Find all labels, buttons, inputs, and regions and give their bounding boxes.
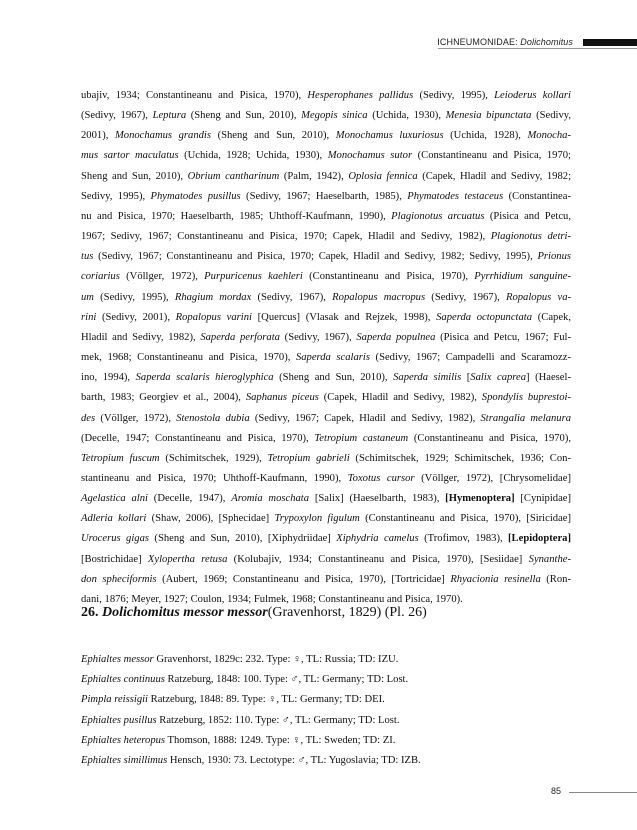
synonym-list: [81, 650, 571, 771]
body-line: Sheng and Sun, 2010), Obrium cantharinum (Palm, 1942), Oplosia fennica (Capek, Hladil and Sedivy, 1982;: [81, 170, 572, 182]
synonym-reference: Gravenhorst, 1829c: 232. Type: ♀, TL: Russia; TD: IZU.: [153, 654, 399, 665]
body-line: (Sedivy, 1967), Leptura (Sheng and Sun, 2010), Megopis sinica (Uchida, 1930), Menesia bipunctata (Sedivy,: [81, 110, 572, 122]
species-plate: (Pl. 26): [384, 605, 427, 620]
synonym-name: Ephialtes simillimus: [81, 755, 168, 767]
body-line: nu and Pisica, 1970; Haeselbarth, 1985; Uhthoff-Kaufmann, 1990), Plagionotus arcuatus (Pisica and Petcu,: [81, 210, 571, 222]
species-heading: [81, 605, 427, 621]
body-line: 1967; Sedivy, 1967; Constantineanu and Pisica, 1970; Capek, Hladil and Sedivy, 1982), Plagionotus detri-: [81, 231, 571, 243]
body-line: [Bostrichidae] Xylopertha retusa (Kolubajiv, 1934; Constantineanu and Pisica, 1970), [Sesiidae] Synanthe-: [81, 553, 572, 565]
header-bar: [583, 39, 637, 46]
body-line: Sedivy, 1995), Phymatodes pusillus (Sedivy, 1967; Haeselbarth, 1985), Phymatodes testaceus (Constantinea-: [81, 190, 571, 202]
body-line: Adleria kollari (Shaw, 2006), [Sphecidae] Trypoxylon figulum (Constantineanu and Pisica, 1970), [Siricidae]: [81, 513, 571, 525]
page-number: 85: [551, 786, 562, 796]
body-line: Tetropium fuscum (Schimitschek, 1929), Tetropium gabrieli (Schimitschek, 1929; Schimitschek, 1936; Con-: [81, 452, 571, 464]
header-family: ICHNEUMONIDAE:: [437, 37, 518, 47]
header-rule: [438, 48, 637, 49]
synonym-entry: [81, 751, 571, 771]
synonym-name: Ephialtes continuus: [81, 674, 165, 686]
body-line: um (Sedivy, 1995), Rhagium mordax (Sedivy, 1967), Ropalopus macropus (Sedivy, 1967), Ropalopus va-: [81, 291, 572, 303]
synonym-name: Ephialtes pusillus: [81, 714, 157, 726]
synonym-entry: [81, 731, 571, 751]
body-line: ino, 1994), Saperda scalaris hieroglyphica (Sheng and Sun, 2010), Saperda similis [Salix caprea] (Haesel-: [81, 372, 571, 384]
synonym-entry: [81, 670, 571, 690]
body-line: tus (Sedivy, 1967; Constantineanu and Pisica, 1970; Capek, Hladil and Sedivy, 1982; Sedivy, 1995), Prionus: [81, 251, 571, 263]
synonym-name: Pimpla reissigii: [81, 694, 148, 706]
body-line: rini (Sedivy, 2001), Ropalopus varini [Quercus] (Vlasak and Rejzek, 1998), Saperda octopunctata (Capek,: [81, 311, 571, 323]
body-line: des (Völlger, 1972), Stenostola dubia (Sedivy, 1967; Capek, Hladil and Sedivy, 1982), Strangalia melanura: [81, 412, 571, 424]
body-line: Hladil and Sedivy, 1982), Saperda perforata (Sedivy, 1967), Saperda populnea (Pisica and Petcu, 1967; Ful-: [81, 331, 571, 343]
synonym-entry: [81, 711, 571, 731]
body-line: (Decelle, 1947; Constantineanu and Pisica, 1970), Tetropium castaneum (Constantineanu and Pisica, 1970),: [81, 432, 572, 444]
body-line: mus sartor maculatus (Uchida, 1928; Uchida, 1930), Monochamus sutor (Constantineanu and Pisica, 1970;: [81, 150, 571, 162]
synonym-reference: Ratzeburg, 1852: 110. Type: ♂, TL: Germany; TD: Lost.: [156, 714, 400, 726]
synonym-reference: Ratzeburg, 1848: 100. Type: ♂, TL: Germany; TD: Lost.: [164, 674, 409, 686]
synonym-entry: [81, 690, 571, 710]
body-line: mek, 1968; Constantineanu and Pisica, 1970), Saperda scalaris (Sedivy, 1967; Campadelli and Scaramozz-: [81, 352, 571, 364]
body-line: Urocerus gigas (Sheng and Sun, 2010), [Xiphydriidae] Xiphydria camelus (Trofimov, 1983), [Lepidoptera]: [81, 533, 571, 545]
synonym-reference: Ratzeburg, 1848: 89. Type: ♀, TL: Germany; TD: DEI.: [148, 694, 385, 706]
species-author: (Gravenhorst, 1829): [267, 605, 382, 620]
synonym-name: Ephialtes heteropus: [81, 734, 166, 746]
body-line: Agelastica alni (Decelle, 1947), Aromia moschata [Salix] (Haeselbarth, 1983), [Hymenoptera] [Cynipidae]: [81, 493, 571, 505]
body-line: 2001), Monochamus grandis (Sheng and Sun, 2010), Monochamus luxuriosus (Uchida, 1928), Monocha-: [81, 130, 571, 142]
species-number: 26.: [81, 605, 99, 620]
species-name: Dolichomitus messor messor: [102, 605, 268, 620]
body-line: barth, 1983; Georgiev et al., 2004), Saphanus piceus (Capek, Hladil and Sedivy, 1982), Spondylis buprestoi-: [81, 392, 571, 404]
body-line: ubajiv, 1934; Constantineanu and Pisica, 1970), Hesperophanes pallidus (Sedivy, 1995), Leioderus kollari: [81, 90, 571, 101]
body-line: coriarius (Völlger, 1972), Purpuricenus kaehleri (Constantineanu and Pisica, 1970), Pyrrhidium sanguine-: [81, 271, 571, 283]
synonym-reference: Thomson, 1888: 1249. Type: ♀, TL: Sweden; TD: ZI.: [165, 734, 396, 746]
synonym-reference: Hensch, 1930: 73. Lectotype: ♂, TL: Yugoslavia; TD: IZB.: [167, 755, 421, 767]
header-genus: Dolichomitus: [520, 37, 573, 47]
footer-rule: [569, 792, 637, 793]
body-line: stantineanu and Pisica, 1970; Uhthoff-Kaufmann, 1990), Toxotus cursor (Völlger, 1972), [Chrysomelidae]: [81, 472, 571, 484]
synonym-name: Ephialtes messor: [81, 654, 154, 665]
synonym-entry: [81, 650, 571, 670]
body-line: dani, 1876; Meyer, 1927; Coulon, 1934; Fulmek, 1968; Constantineanu and Pisica, 1970).: [81, 593, 463, 605]
running-header-text: [437, 37, 573, 47]
body-line: don spheciformis (Aubert, 1969; Constantineanu and Pisica, 1970), [Tortricidae] Rhyacionia resinella (Ron-: [81, 573, 571, 585]
running-header: [437, 37, 637, 47]
host-records-paragraph: [81, 86, 571, 610]
